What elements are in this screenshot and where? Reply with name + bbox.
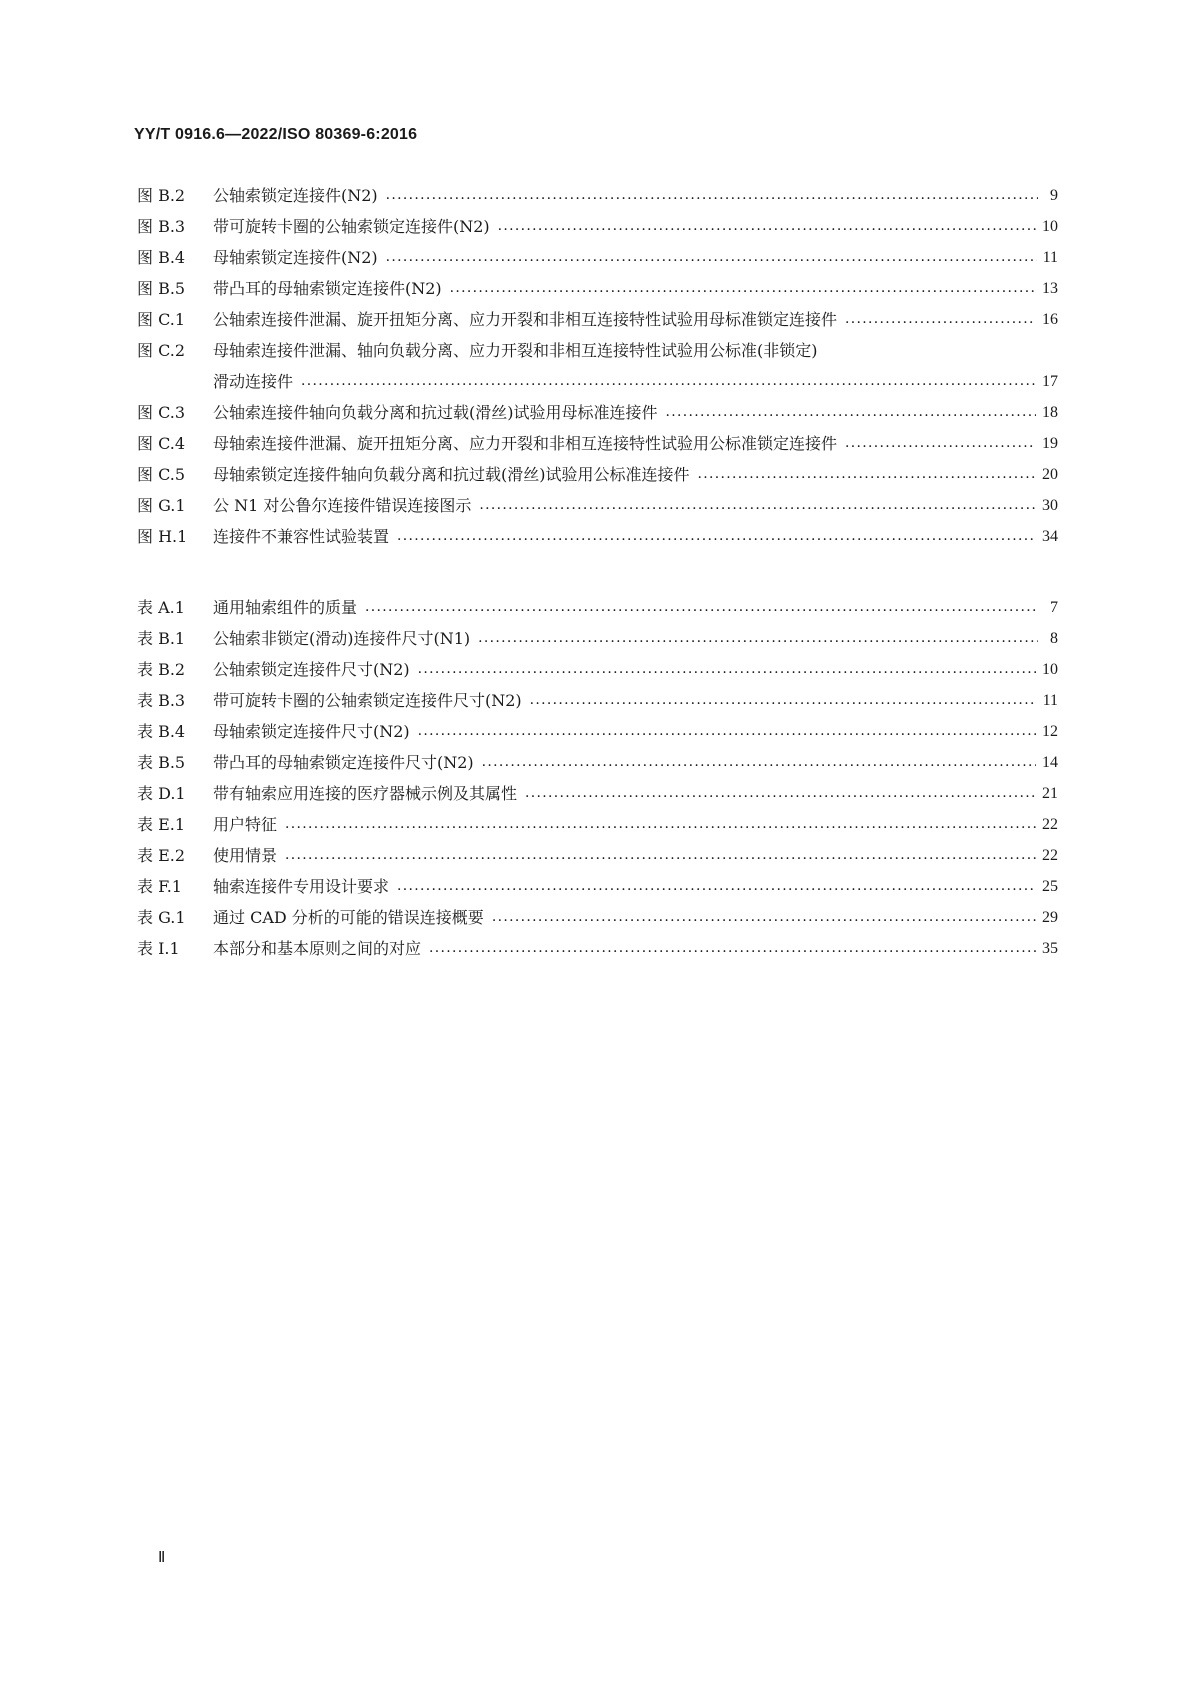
entry-number: 表 B.3 [137,691,186,710]
dot-leader [285,809,1036,840]
toc-entry-table-g1[interactable] [137,902,1058,933]
entry-page: 22 [1042,847,1058,864]
dot-leader [492,902,1036,933]
entry-page: 35 [1042,940,1058,957]
entry-number: 表 E.1 [137,815,186,834]
entry-title: 通过 CAD 分析的可能的错误连接概要 [213,908,484,927]
entry-title: 母轴索锁定连接件(N2) [213,248,378,267]
dot-leader [482,747,1036,778]
toc-entry-figure-c5[interactable] [137,459,1058,490]
dot-leader [397,521,1036,552]
page-header [134,126,417,144]
entry-title: 连接件不兼容性试验装置 [213,527,390,546]
entry-title: 带可旋转卡圈的公轴索锁定连接件尺寸(N2) [213,691,522,710]
entry-first-line [137,335,1058,366]
entry-page: 17 [1042,373,1058,390]
entry-title: 母轴索连接件泄漏、轴向负载分离、应力开裂和非相互连接特性试验用公标准(非锁定) [213,341,818,360]
dot-leader [386,242,1037,273]
toc-entry-figure-c4[interactable] [137,428,1058,459]
toc-entry-table-i1[interactable] [137,933,1058,964]
entry-page: 34 [1042,528,1058,545]
entry-page: 21 [1042,785,1058,802]
dot-leader [285,840,1036,871]
entry-title: 带有轴索应用连接的医疗器械示例及其属性 [213,784,518,803]
entry-page: 11 [1042,249,1058,266]
entry-page: 19 [1042,435,1058,452]
entry-page: 18 [1042,404,1058,421]
entry-title: 公 N1 对公鲁尔连接件错误连接图示 [213,496,472,515]
toc-entry-table-b3[interactable] [137,685,1058,716]
entry-number: 图 H.1 [137,527,188,546]
entry-number: 表 B.5 [137,753,186,772]
entry-page: 10 [1042,218,1058,235]
toc-entry-figure-c3[interactable] [137,397,1058,428]
toc-entry-table-b1[interactable] [137,623,1058,654]
dot-leader [479,490,1036,521]
entry-number: 表 B.1 [137,629,186,648]
entry-page: 16 [1042,311,1058,328]
toc-entry-table-e2[interactable] [137,840,1058,871]
entry-number: 图 B.2 [137,186,186,205]
entry-page: 22 [1042,816,1058,833]
toc-entry-table-b4[interactable] [137,716,1058,747]
entry-title: 轴索连接件专用设计要求 [213,877,390,896]
entry-title: 带凸耳的母轴索锁定连接件尺寸(N2) [213,753,474,772]
entry-page: 10 [1042,661,1058,678]
entry-number: 图 C.1 [137,310,186,329]
entry-number: 图 C.4 [137,434,186,453]
toc-entry-figure-b5[interactable] [137,273,1058,304]
entry-title-continued: 滑动连接件 [213,372,294,391]
entry-page: 8 [1050,630,1058,647]
entry-number: 图 B.4 [137,248,186,267]
entry-title: 用户特征 [213,815,278,834]
entry-number: 表 E.2 [137,846,186,865]
toc-entry-table-a1[interactable] [137,592,1058,623]
entry-title: 母轴索连接件泄漏、旋开扭矩分离、应力开裂和非相互连接特性试验用公标准锁定连接件 [213,434,838,453]
entry-number: 图 B.5 [137,279,186,298]
entry-second-line [137,366,1058,397]
dot-leader [845,428,1036,459]
entry-page: 9 [1050,187,1058,204]
toc-entry-figure-g1[interactable] [137,490,1058,521]
toc-entry-table-b2[interactable] [137,654,1058,685]
entry-page: 25 [1042,878,1058,895]
entry-number: 图 C.3 [137,403,186,422]
entry-page: 12 [1042,723,1058,740]
dot-leader [365,592,1038,623]
figure-list [137,180,1058,552]
entry-page: 13 [1042,280,1058,297]
dot-leader [845,304,1036,335]
entry-page: 29 [1042,909,1058,926]
entry-page: 14 [1042,754,1058,771]
dot-leader [429,933,1036,964]
dot-leader [418,654,1036,685]
table-list [137,592,1058,964]
entry-number: 图 B.3 [137,217,186,236]
entry-title: 公轴索连接件泄漏、旋开扭矩分离、应力开裂和非相互连接特性试验用母标准锁定连接件 [213,310,838,329]
entry-page: 7 [1050,599,1058,616]
entry-number: 表 G.1 [137,908,186,927]
entry-title: 使用情景 [213,846,278,865]
entry-title: 带可旋转卡圈的公轴索锁定连接件(N2) [213,217,490,236]
dot-leader [301,366,1036,397]
dot-leader [525,778,1036,809]
entry-number: 表 I.1 [137,939,180,958]
toc-entry-table-e1[interactable] [137,809,1058,840]
dot-leader [498,211,1036,242]
dot-leader [478,623,1038,654]
entry-number: 表 A.1 [137,598,185,617]
page-number: Ⅱ [158,1550,166,1566]
toc-entry-figure-h1[interactable] [137,521,1058,552]
toc-entry-figure-c1[interactable] [137,304,1058,335]
dot-leader [386,180,1038,211]
dot-leader [418,716,1036,747]
dot-leader [530,685,1037,716]
toc-entry-figure-c2[interactable] [137,335,1058,397]
entry-number: 图 C.2 [137,341,186,360]
entry-number: 图 C.5 [137,465,186,484]
entry-page: 20 [1042,466,1058,483]
entry-page: 30 [1042,497,1058,514]
entry-number: 表 F.1 [137,877,182,896]
entry-title: 公轴索锁定连接件尺寸(N2) [213,660,410,679]
entry-title: 公轴索非锁定(滑动)连接件尺寸(N1) [213,629,471,648]
entry-title: 通用轴索组件的质量 [213,598,358,617]
toc-entry-table-b5[interactable] [137,747,1058,778]
toc-entry-table-f1[interactable] [137,871,1058,902]
entry-number: 图 G.1 [137,496,186,515]
toc-entry-table-d1[interactable] [137,778,1058,809]
entry-page: 11 [1042,692,1058,709]
entry-title: 公轴索连接件轴向负载分离和抗过载(滑丝)试验用母标准连接件 [213,403,658,422]
entry-title: 公轴索锁定连接件(N2) [213,186,378,205]
entry-title: 本部分和基本原则之间的对应 [213,939,422,958]
entry-number: 表 B.4 [137,722,186,741]
toc-entry-figure-b4[interactable] [137,242,1058,273]
toc-entry-figure-b2[interactable] [137,180,1058,211]
standard-code: YY/T 0916.6—2022/ISO 80369-6:2016 [134,126,418,143]
entry-title: 母轴索锁定连接件轴向负载分离和抗过载(滑丝)试验用公标准连接件 [213,465,690,484]
entry-title: 母轴索锁定连接件尺寸(N2) [213,722,410,741]
dot-leader [698,459,1037,490]
entry-title: 带凸耳的母轴索锁定连接件(N2) [213,279,442,298]
dot-leader [666,397,1037,428]
dot-leader [397,871,1036,902]
toc-entry-figure-b3[interactable] [137,211,1058,242]
entry-number: 表 B.2 [137,660,186,679]
dot-leader [450,273,1036,304]
entry-number: 表 D.1 [137,784,186,803]
